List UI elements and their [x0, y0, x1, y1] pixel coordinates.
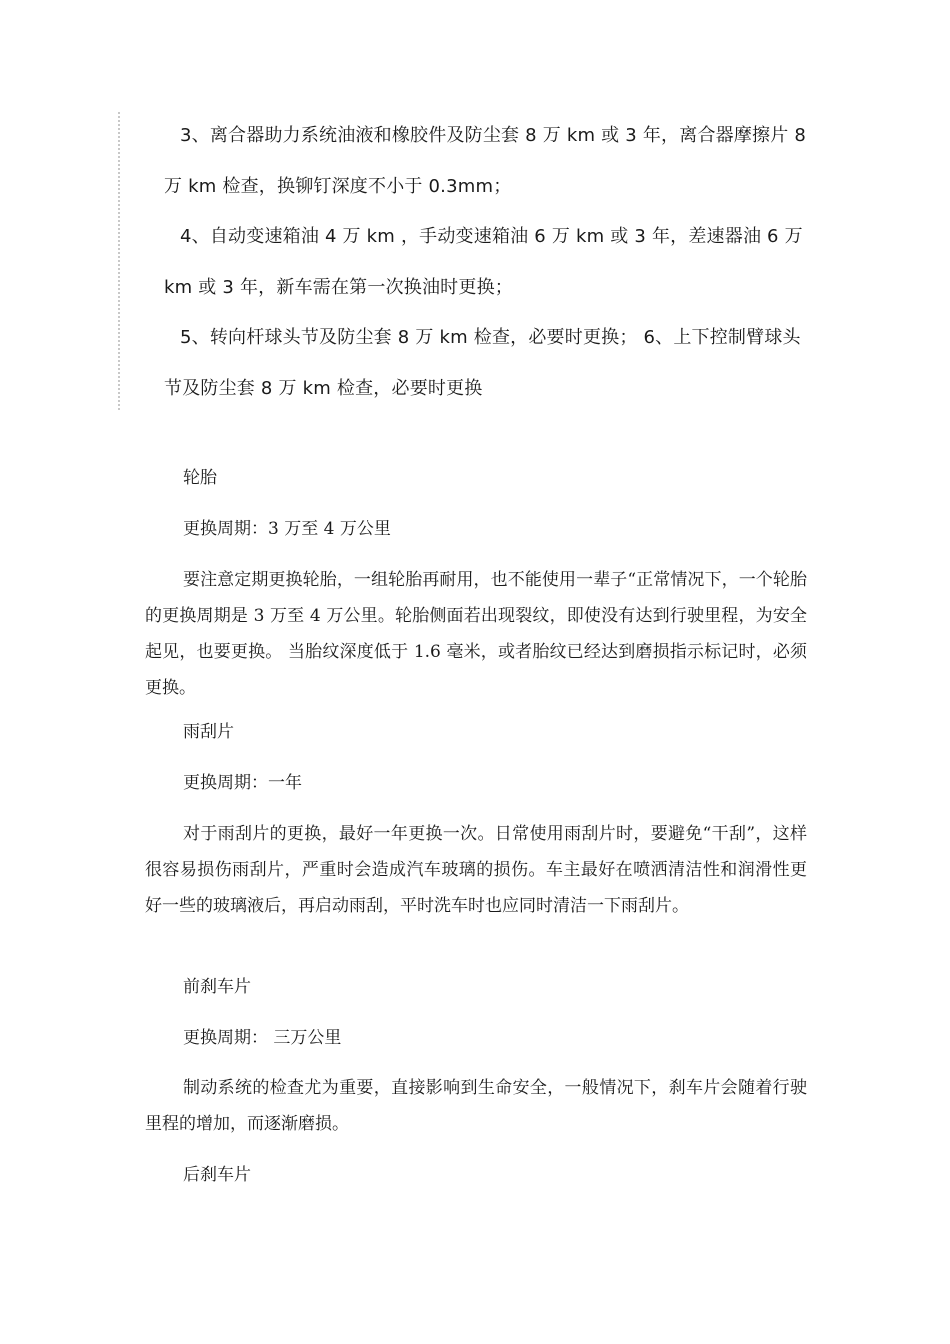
wipers-heading: 雨刮片 — [183, 722, 234, 742]
margin-dotted-rule — [118, 112, 120, 412]
list-item-gearbox-oil: 4、自动变速箱油 4 万 km ，手动变速箱油 6 万 km 或 3 年，差速器油 6 万 km 或 3 年，新车需在第一次换油时更换； — [164, 226, 803, 298]
list-item-clutch: 3、离合器助力系统油液和橡胶件及防尘套 8 万 km 或 3 年，离合器摩擦片 8 万 km 检查，换铆钉深度不小于 0.3mm； — [164, 125, 807, 197]
front-brake-heading: 前刹车片 — [183, 977, 251, 997]
wipers-body: 对于雨刮片的更换，最好一年更换一次。日常使用雨刮片时，要避免“干刮”，这样很容易损伤雨刮片，严重时会造成汽车玻璃的损伤。车主最好在喷洒清洁性和润滑性更好一些的玻璃液后，再启动雨刮，平时洗车时也应同时清洁一下雨刮片。 — [145, 824, 807, 916]
front-brake-cycle: 更换周期： 三万公里 — [183, 1028, 342, 1048]
tires-cycle: 更换周期：3 万至 4 万公里 — [183, 519, 391, 539]
tires-heading: 轮胎 — [183, 468, 217, 488]
rear-brake-heading: 后刹车片 — [183, 1165, 251, 1185]
tires-body: 要注意定期更换轮胎，一组轮胎再耐用，也不能使用一辈子“正常情况下，一个轮胎的更换周期是 3 万至 4 万公里。轮胎侧面若出现裂纹，即使没有达到行驶里程，为安全起见，也要更换。 当胎纹深度低于 1.6 毫米，或者胎纹已经达到磨损指示标记时，必须更换。 — [145, 570, 807, 698]
list-item-steering-suspension: 5、转向杆球头节及防尘套 8 万 km 检查，必要时更换； 6、上下控制臂球头节及防尘套 8 万 km 检查，必要时更换 — [164, 327, 801, 399]
maintenance-list — [164, 111, 814, 414]
front-brake-body: 制动系统的检查尤为重要，直接影响到生命安全，一般情况下，刹车片会随着行驶里程的增加，而逐渐磨损。 — [145, 1078, 807, 1134]
wipers-cycle: 更换周期：一年 — [183, 773, 302, 793]
